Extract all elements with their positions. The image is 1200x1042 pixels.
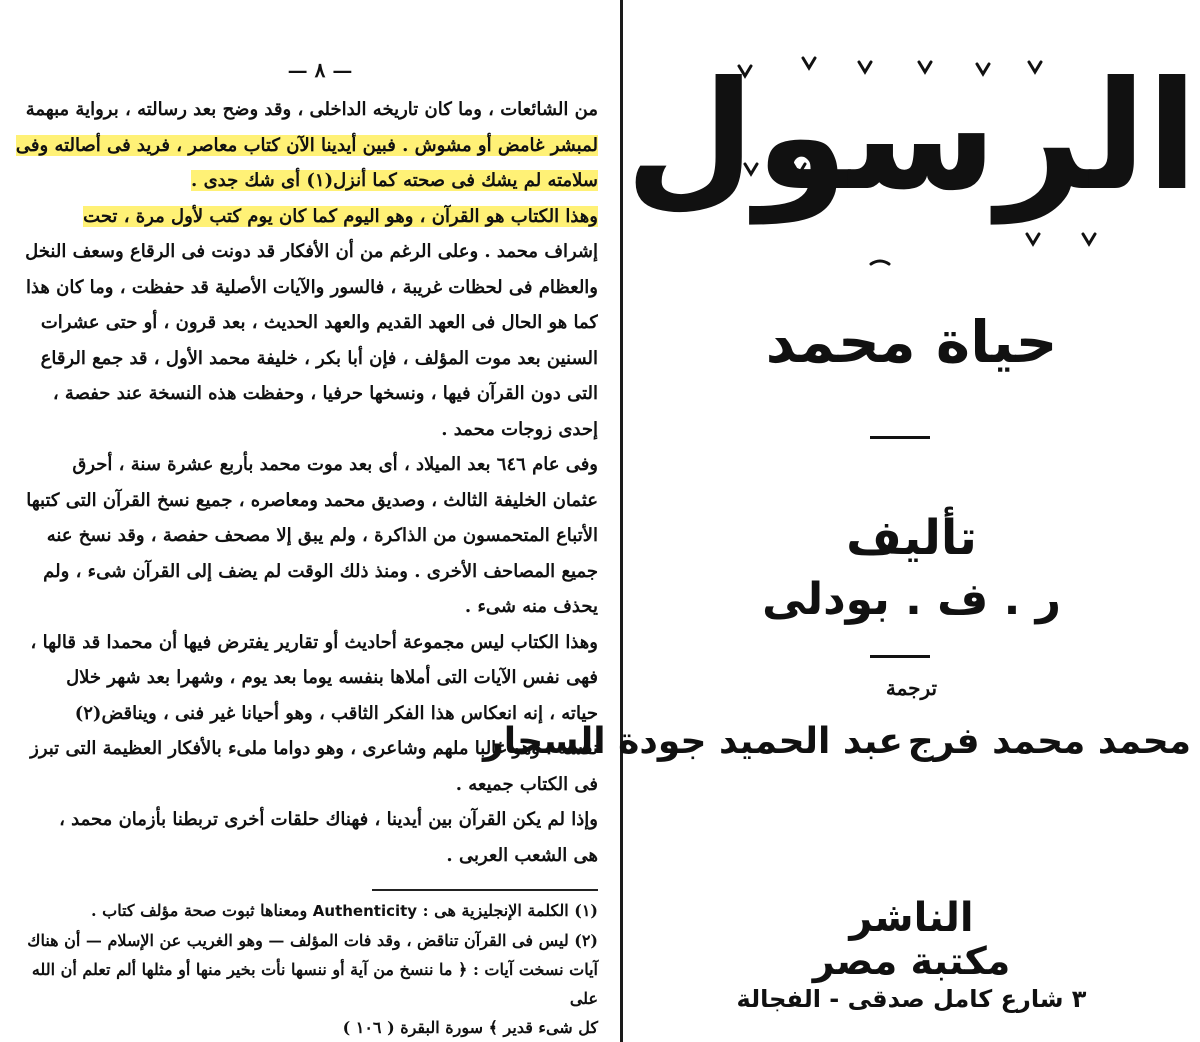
text-line: وفى عام ٦٤٦ بعد الميلاد ، أى بعد موت محمد بأربع عشرة سنة ، أحرق — [72, 454, 598, 475]
text-line: عثمان الخليفة الثالث ، وصديق محمد ومعاصره ، جميع نسخ القرآن التى كتبها — [26, 489, 598, 511]
highlighted-text: لمبشر غامض أو مشوش . فبين أيدينا الآن كتاب معاصر ، فريد فى أصالته وفى — [16, 134, 598, 156]
text-line: السنين بعد موت المؤلف ، فإن أبا بكر ، خليفة محمد الأول ، قد جمع الرقاع — [40, 347, 598, 369]
book-subtitle: حياة محمد — [765, 308, 1058, 376]
page-number: — ٨ — — [287, 58, 353, 82]
text-line: فى الكتاب جميعه . — [455, 773, 598, 795]
text-line: الأتباع المتحمسون من الذاكرة ، ولم يبق إلا مصحف حفصة ، وقد نسخ عنه — [46, 525, 598, 546]
footnote: كل شىء قدير ﴾ سورة البقرة ( ١٠٦ ) — [342, 1018, 598, 1037]
text-line: نفسه ، وهو غالبا ملهم وشاعرى ، وهو دواما ملىء بالأفكار العظيمة التى تبرز — [30, 738, 598, 759]
publisher-address: ٣ شارع كامل صدقى - الفجالة — [736, 985, 1087, 1013]
footnote: (٢) ليس فى القرآن تناقض ، وقد فات المؤلف — وهو الغريب عن الإسلام — أن هناك — [27, 931, 598, 950]
text-line: وإذا لم يكن القرآن بين أيدينا ، فهناك حلقات أخرى تربطنا بأزمان محمد ، — [59, 809, 598, 830]
text-line — [16, 128, 598, 164]
paragraph — [16, 802, 598, 873]
book-title: الرسول — [625, 50, 1198, 224]
text-line: هى الشعب العربى . — [446, 844, 598, 866]
text-line: إشراف محمد . وعلى الرغم من أن الأفكار قد دونت فى الرقاع وسعف النخل — [25, 241, 598, 262]
footnote-latin-term: Authenticity — [312, 902, 418, 920]
footnote-text: (١) الكلمة الإنجليزية هى : — [422, 901, 598, 920]
footnote-divider — [372, 889, 598, 891]
paragraph — [16, 199, 598, 448]
publisher-name: مكتبة مصر — [812, 939, 1011, 983]
translator-name: محمد محمد فرج — [907, 721, 1191, 762]
text-line: فهى نفس الآيات التى أملاها بنفسه يوما بعد يوم ، وشهرا بعد شهر خلال — [66, 667, 598, 688]
text-line: إحدى زوجات محمد . — [441, 418, 598, 440]
footnote — [16, 896, 598, 926]
text-line — [16, 199, 598, 235]
authorship-label: تأليف — [846, 510, 977, 566]
text-line: والعظام فى لحظات غريبة ، فالسور والآيات الأصلية قد حفظت ، وما كان هذا — [25, 276, 598, 298]
text-line: من الشائعات ، وما كان تاريخه الداخلى ، وقد وضح بعد رسالته ، برواية مبهمة — [25, 99, 598, 120]
text-line: جميع المصاحف الأخرى . ومنذ ذلك الوقت لم يضف إلى القرآن شىء ، ولم — [43, 560, 598, 582]
paragraph — [16, 447, 598, 625]
text-line: التى دون القرآن فيها ، ونسخها حرفيا ، وحفظت هذه النسخة عند حفصة ، — [52, 383, 598, 404]
publisher-label: الناشر — [849, 895, 974, 941]
footnote: آيات نسخت آيات : ﴿ ما ننسخ من آية أو ننسها نأت بخير منها أو مثلها ألم تعلم أن الله على — [31, 960, 598, 1008]
translation-label: ترجمة — [885, 676, 938, 700]
footnote-text: ومعناها ثبوت صحة مؤلف كتاب . — [91, 901, 308, 920]
section-divider — [870, 655, 930, 658]
highlighted-text: سلامته لم يشك فى صحته كما أنزل(١) أى شك جدى . — [191, 170, 598, 191]
text-line: وهذا الكتاب ليس مجموعة أحاديث أو تقارير يفترض فيها أن محمدا قد قالها ، — [30, 631, 598, 653]
footnotes — [16, 896, 598, 1042]
translator-name: عبد الحميد جودة السحار — [482, 721, 903, 762]
paragraph — [16, 92, 598, 199]
text-line — [16, 163, 598, 199]
text-line: يحذف منه شىء . — [464, 596, 598, 617]
highlighted-text: وهذا الكتاب هو القرآن ، وهو اليوم كما كان يوم كتب لأول مرة ، تحت — [83, 205, 598, 227]
text-line: كما هو الحال فى العهد القديم والعهد الحديث ، بعد قرون ، أو حتى عشرات — [40, 312, 598, 333]
section-divider — [870, 436, 930, 439]
text-line: حياته ، إنه انعكاس هذا الفكر الثاقب ، وهو أحيانا غير فنى ، ويناقض(٢) — [74, 702, 598, 724]
author-name: ر . ف . بودلى — [762, 574, 1061, 625]
